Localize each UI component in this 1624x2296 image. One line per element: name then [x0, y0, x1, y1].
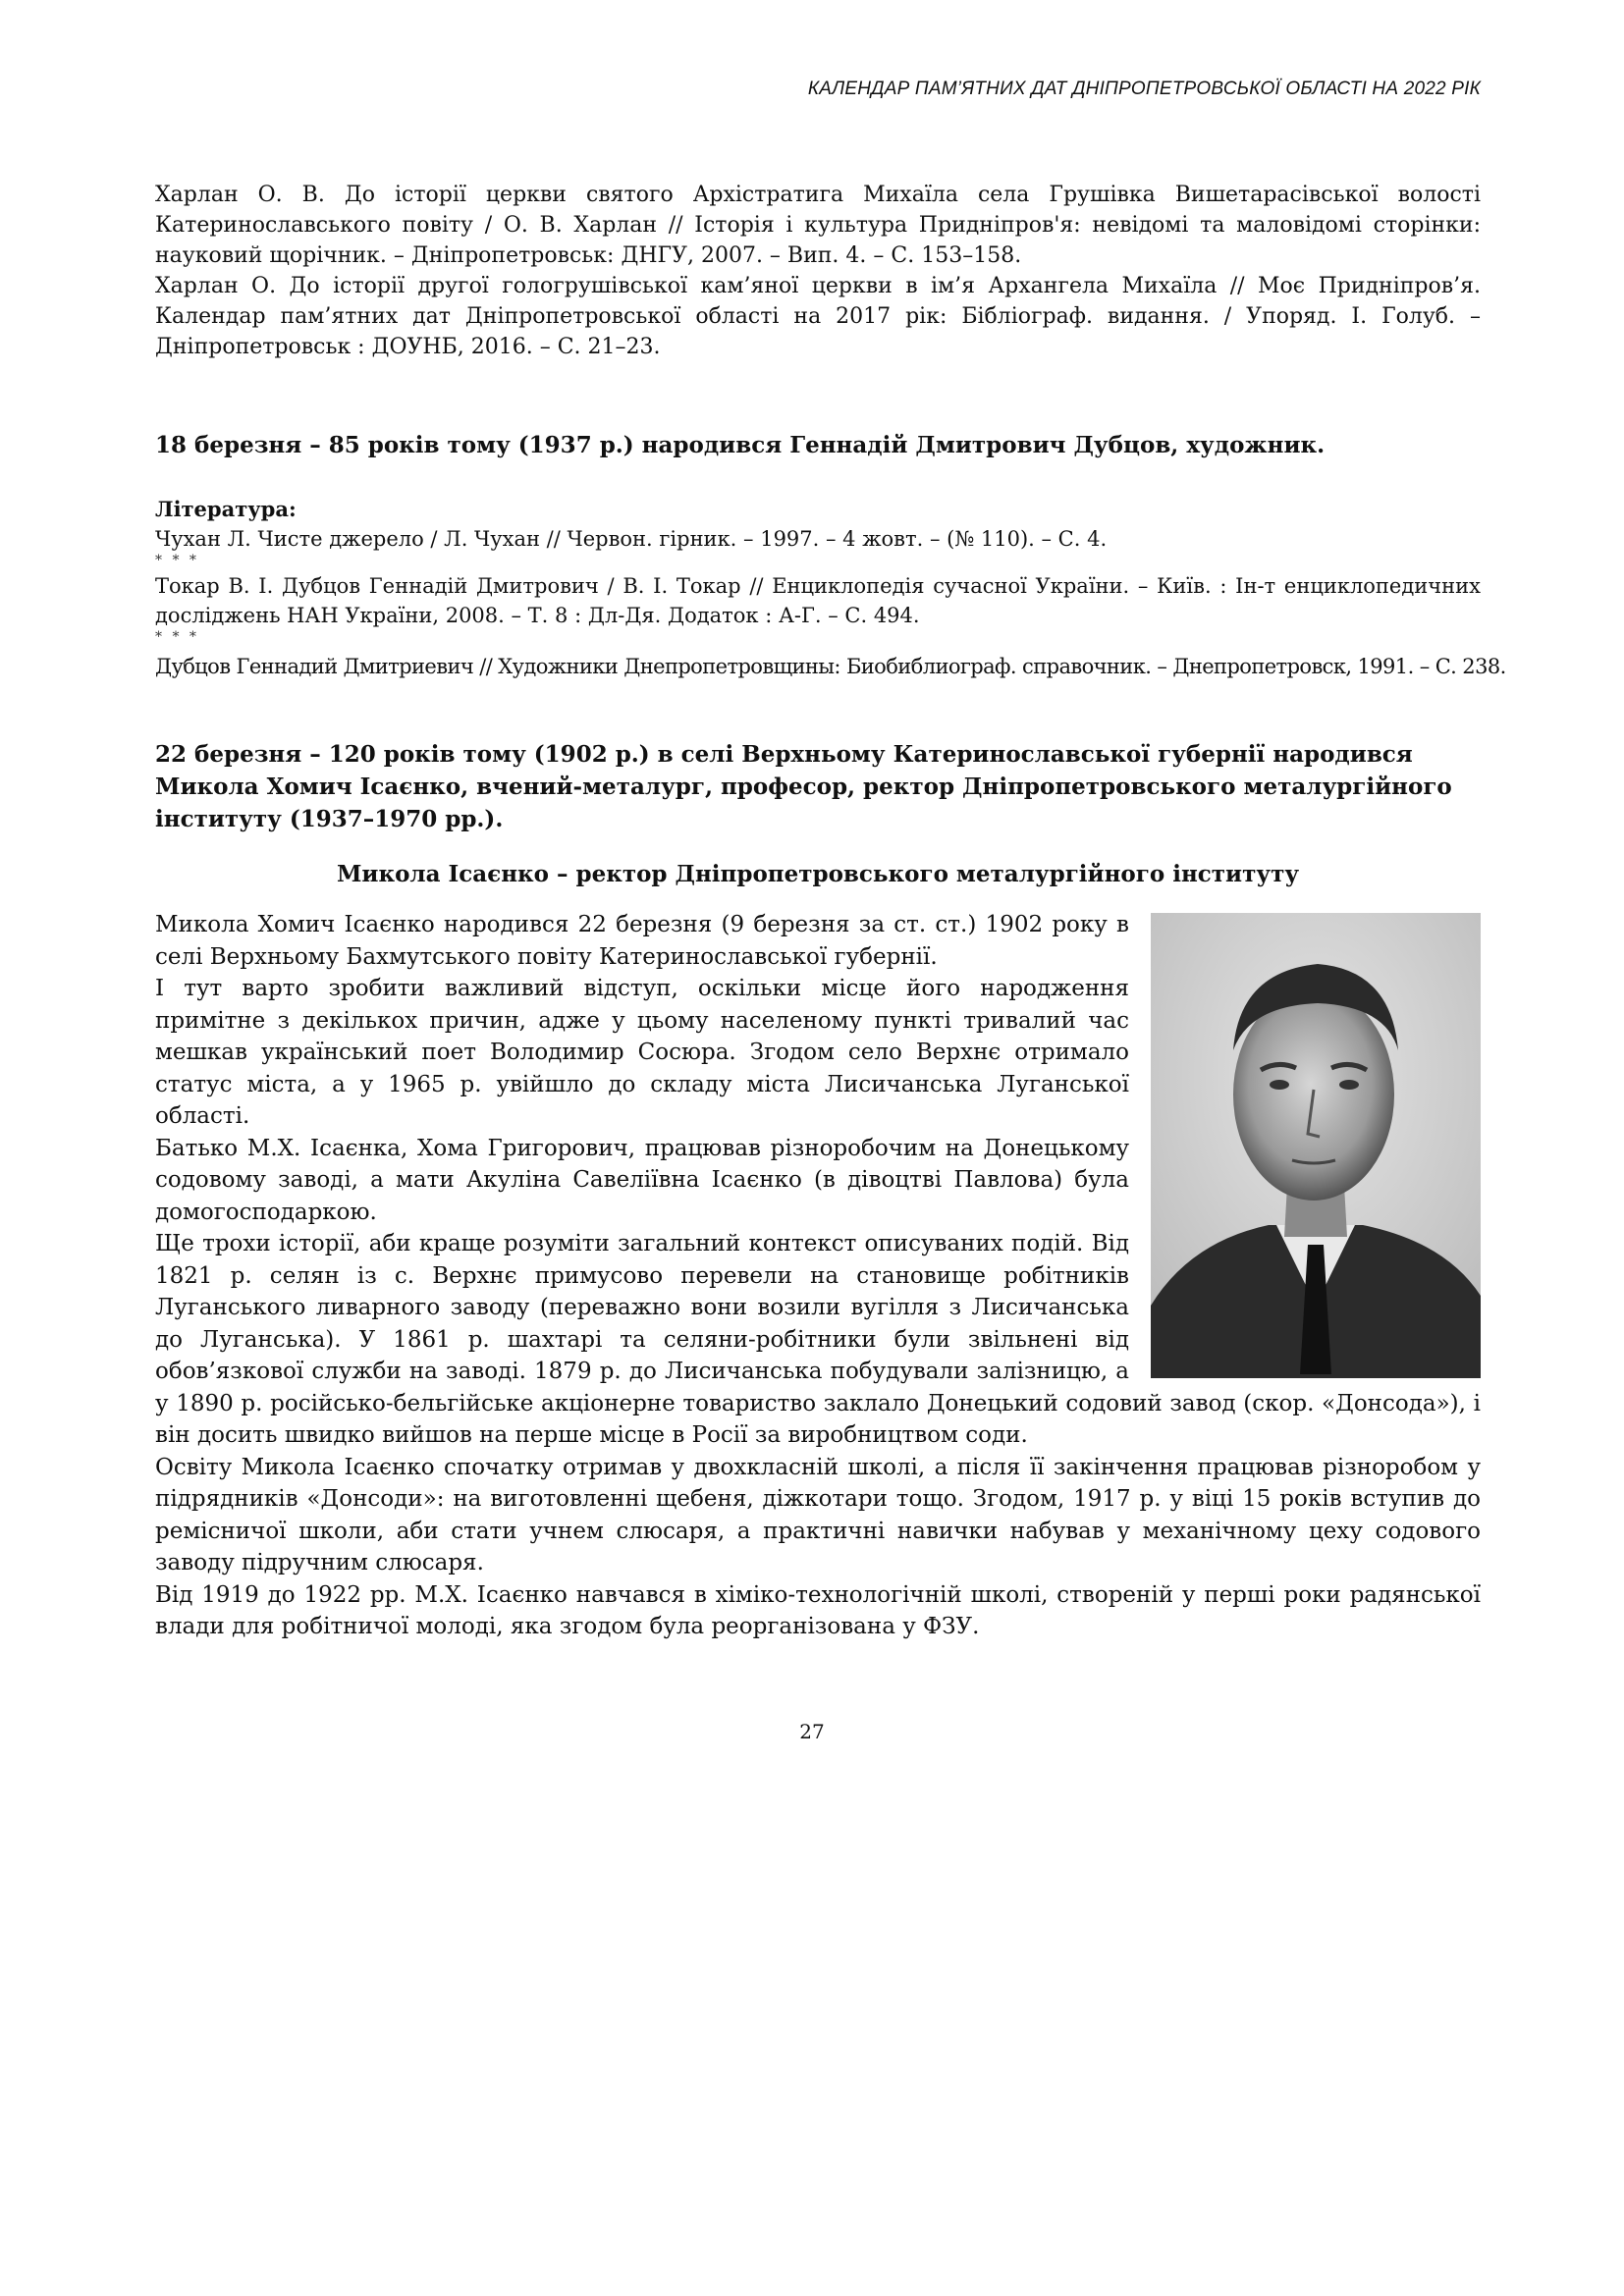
- article-title: Микола Ісаєнко – ректор Дніпропетровського металургійного інституту: [336, 861, 1300, 887]
- paragraph: Від 1919 до 1922 рр. М.Х. Ісаєнко навчався в хіміко-технологічній школі, створеній у перші роки радянської влади для робітничої молоді, яка згодом була реорганізована у ФЗУ.: [155, 1581, 1481, 1639]
- separator: * * *: [155, 553, 199, 568]
- page-number: 27: [799, 1720, 825, 1743]
- reference-item: Чухан Л. Чисте джерело / Л. Чухан // Червон. гірник. – 1997. – 4 жовт. – (№ 110). – С. 4.: [155, 527, 1108, 551]
- entry-dubtsov: [155, 429, 1506, 681]
- paragraph: І тут варто зробити важливий відступ, оскільки місце його народження примітне з декількох причин, адже у цьому населеному пункті тривалий час мешкав український поет Володимир Сосюра. Згодом село Верхнє отримало статус міста, а у 1965 р. увійшло до складу міста Лисичанська Луганської області.: [155, 976, 1129, 1129]
- running-header: КАЛЕНДАР ПАМ’ЯТНИХ ДАТ ДНІПРОПЕТРОВСЬКОЇ ОБЛАСТІ НА 2022 РІК: [807, 79, 1481, 99]
- portrait-photo: [1151, 913, 1481, 1378]
- references-top: [155, 180, 1481, 362]
- reference-item: Дубцов Геннадий Дмитриевич // Художники Днепропетровщины: Биобиблиограф. справочник. – Днепропетровск, 1991. – С. 238.: [155, 655, 1506, 678]
- entry-heading: 18 березня – 85 років тому (1937 р.) народився Геннадій Дмитрович Дубцов, художник.: [155, 432, 1326, 458]
- entry-heading: 22 березня – 120 років тому (1902 р.) в селі Верхньому Катеринославської губернії народився Микола Хомич Ісаєнко, вчений-металург, професор, ректор Дніпропетровського металургійного інституту (1937–1970 рр.).: [155, 741, 1452, 832]
- paragraph: Освіту Микола Ісаєнко спочатку отримав у двохкласній школі, а після її закінчення працював різноробом у підрядників «Донсоди»: на виготовленні щебеня, діжкотари тощо. Згодом, 1917 р. у віці 15 років вступив до ремісничої школи, аби стати учнем слюсаря, а практичні навички набував у механічному цеху содового заводу підручним слюсаря.: [155, 1454, 1481, 1575]
- separator: * * *: [155, 629, 199, 645]
- reference-item: Токар В. І. Дубцов Геннадій Дмитрович / В. І. Токар // Енциклопедія сучасної України. – Київ. : Ін-т енциклопедичних досліджень НАН України, 2008. – Т. 8 : Дл-Дя. Додаток : А-Г. – С. 494.: [155, 574, 1481, 627]
- paragraph: Микола Хомич Ісаєнко народився 22 березня (9 березня за ст. ст.) 1902 року в селі Верхньому Бахмутського повіту Катеринославської губернії.: [155, 912, 1129, 970]
- paragraph: Ще трохи історії, аби краще розуміти загальний контекст описуваних подій. Від 1821 р. селян із с. Верхнє примусово перевели на становище робітників Луганського ливарного заводу (переважно вони возили вугілля з Лисичанська до Луганська). У 1861 р. шахтарі та селяни-робітники були звільнені від обов’язкової служби на заводі. 1879 р. до Лисичанська побудували залізницю, а у 1890 р. російсько-бельгійське акціонерне товариство заклало Донецький содовий завод (скор. «Донсода»), і він досить швидко вийшов на перше місце в Росії за виробництвом соди.: [155, 1231, 1481, 1448]
- paragraph: Батько М.Х. Ісаєнка, Хома Григорович, працював різноробочим на Донецькому содовому заводі, а мати Акуліна Савеліївна Ісаєнко (в дівоцтві Павлова) була домогосподаркою.: [155, 1135, 1129, 1225]
- entry-isaenko: [155, 738, 1481, 1643]
- reference-item: Харлан О. До історії другої гологрушівської кам’яної церкви в ім’я Архангела Михаїла // Моє Придніпров’я. Календар пам’ятних дат Дніпропетровської області на 2017 рік: Бібліограф. видання. / Упоряд. І. Голуб. – Дніпропетровськ : ДОУНБ, 2016. – С. 21–23.: [155, 274, 1481, 359]
- reference-item: Харлан О. В. До історії церкви святого Архістратига Михаїла села Грушівка Вишетарасівської волості Катеринославського повіту / О. В. Харлан // Історія і культура Придніпров'я: невідомі та маловідомі сторінки: науковий щорічник. – Дніпропетровськ: ДНГУ, 2007. – Вип. 4. – С. 153–158.: [155, 183, 1481, 268]
- literature-label: Література:: [155, 497, 297, 521]
